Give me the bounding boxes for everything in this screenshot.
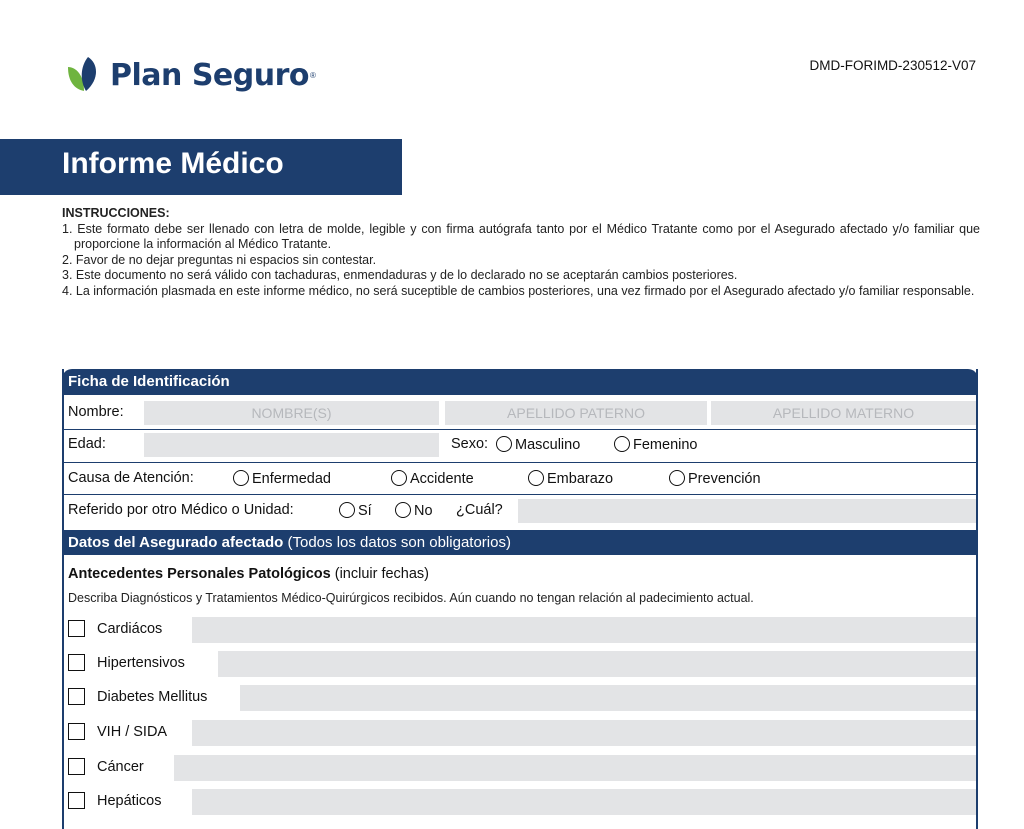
- condition-row-hipertensivos: [68, 651, 976, 677]
- radio-icon[interactable]: [391, 470, 407, 486]
- checkbox[interactable]: [68, 758, 85, 775]
- medical-form: [62, 369, 978, 829]
- sexo-femenino-option[interactable]: [614, 436, 697, 453]
- condition-field[interactable]: [174, 755, 976, 781]
- condition-label: VIH / SIDA: [97, 724, 168, 740]
- radio-icon[interactable]: [614, 436, 630, 452]
- option-label: Enfermedad: [252, 471, 331, 487]
- registered-mark: ®: [310, 70, 316, 80]
- option-label: Prevención: [688, 471, 761, 487]
- radio-icon[interactable]: [233, 470, 249, 486]
- option-label: Femenino: [633, 437, 698, 453]
- sexo-label: Sexo:: [451, 436, 489, 452]
- section-header-datos: [62, 530, 978, 555]
- antecedentes-description: Describa Diagnósticos y Tratamientos Médico-Quirúrgicos recibidos. Aún cuando no tengan relación al padecimiento actual.: [68, 591, 754, 605]
- condition-label: Cáncer: [97, 759, 144, 775]
- sexo-masculino-option[interactable]: [496, 436, 580, 453]
- referido-label: Referido por otro Médico o Unidad:: [68, 502, 294, 518]
- causa-embarazo-option[interactable]: [528, 470, 613, 487]
- antecedentes-note: (incluir fechas): [334, 566, 430, 582]
- condition-row-hepaticos: [68, 789, 976, 815]
- document-code: DMD-FORIMD-230512-V07: [809, 58, 976, 73]
- causa-row: [64, 464, 976, 493]
- instructions: [62, 206, 980, 299]
- apellido-materno-field[interactable]: APELLIDO MATERNO: [711, 401, 976, 425]
- causa-prevencion-option[interactable]: [669, 470, 761, 487]
- condition-field[interactable]: [192, 617, 976, 643]
- causa-accidente-option[interactable]: [391, 470, 474, 487]
- option-label: Sí: [358, 503, 372, 519]
- referido-no-option[interactable]: [395, 502, 433, 519]
- instructions-heading: INSTRUCCIONES:: [62, 206, 170, 220]
- condition-row-cardiacos: [68, 617, 976, 643]
- radio-icon[interactable]: [669, 470, 685, 486]
- nombre-field[interactable]: NOMBRE(S): [144, 401, 439, 425]
- option-label: Accidente: [410, 471, 474, 487]
- cual-field[interactable]: [518, 499, 976, 523]
- checkbox[interactable]: [68, 723, 85, 740]
- condition-label: Cardiácos: [97, 621, 163, 637]
- brand-logo: [62, 53, 316, 97]
- cual-label: ¿Cuál?: [456, 502, 503, 518]
- apellido-paterno-field[interactable]: APELLIDO PATERNO: [445, 401, 707, 425]
- causa-label: Causa de Atención:: [68, 470, 194, 486]
- section-header-ficha: Ficha de Identificación: [62, 369, 978, 395]
- checkbox[interactable]: [68, 688, 85, 705]
- edad-label: Edad:: [68, 436, 106, 452]
- row-divider: [64, 494, 976, 495]
- radio-icon[interactable]: [395, 502, 411, 518]
- instruction-item: 3. Este documento no será válido con tachaduras, enmendaduras y de lo declarado no se aceptarán cambios posteriores.: [62, 268, 738, 282]
- referido-si-option[interactable]: [339, 502, 372, 519]
- option-label: No: [414, 503, 433, 519]
- condition-label: Hepáticos: [97, 793, 162, 809]
- row-divider: [64, 462, 976, 463]
- condition-field[interactable]: [218, 651, 976, 677]
- checkbox[interactable]: [68, 792, 85, 809]
- condition-field[interactable]: [192, 720, 976, 746]
- instruction-item: 1. Este formato debe ser llenado con letra de molde, legible y con firma autógrafa tanto por el Médico Tratante como por el Asegurado afectado y/o familiar que proporcione la información al Médico Tratante.: [62, 221, 980, 251]
- edad-row: [64, 430, 976, 459]
- nombre-row: [64, 398, 976, 427]
- title-band: [0, 139, 402, 195]
- condition-field[interactable]: [240, 685, 976, 711]
- antecedentes-title: [68, 566, 429, 582]
- condition-label: Diabetes Mellitus: [97, 689, 208, 705]
- instruction-item: 4. La información plasmada en este informe médico, no será suceptible de cambios posteriores, una vez firmado por el Asegurado afectado y/o familiar responsable.: [62, 283, 975, 298]
- radio-icon[interactable]: [496, 436, 512, 452]
- datos-header-note: (Todos los datos son obligatorios): [287, 534, 511, 551]
- radio-icon[interactable]: [339, 502, 355, 518]
- condition-row-diabetes: [68, 685, 976, 711]
- option-label: Masculino: [515, 437, 581, 453]
- page-title: Informe Médico: [62, 147, 284, 180]
- checkbox[interactable]: [68, 654, 85, 671]
- condition-row-cancer: [68, 755, 976, 781]
- brand-name: Plan Seguro: [110, 57, 310, 93]
- causa-enfermedad-option[interactable]: [233, 470, 331, 487]
- radio-icon[interactable]: [528, 470, 544, 486]
- edad-field[interactable]: [144, 433, 439, 457]
- nombre-label: Nombre:: [68, 404, 124, 420]
- condition-row-vih: [68, 720, 976, 746]
- option-label: Embarazo: [547, 471, 614, 487]
- instruction-item: 2. Favor de no dejar preguntas ni espacios sin contestar.: [62, 252, 377, 267]
- antecedentes-title-bold: Antecedentes Personales Patológicos: [68, 566, 331, 582]
- checkbox[interactable]: [68, 620, 85, 637]
- condition-field[interactable]: [192, 789, 976, 815]
- leaf-icon: [62, 53, 106, 97]
- referido-row: [64, 496, 976, 525]
- datos-header-bold: Datos del Asegurado afectado: [68, 534, 284, 551]
- condition-label: Hipertensivos: [97, 655, 185, 671]
